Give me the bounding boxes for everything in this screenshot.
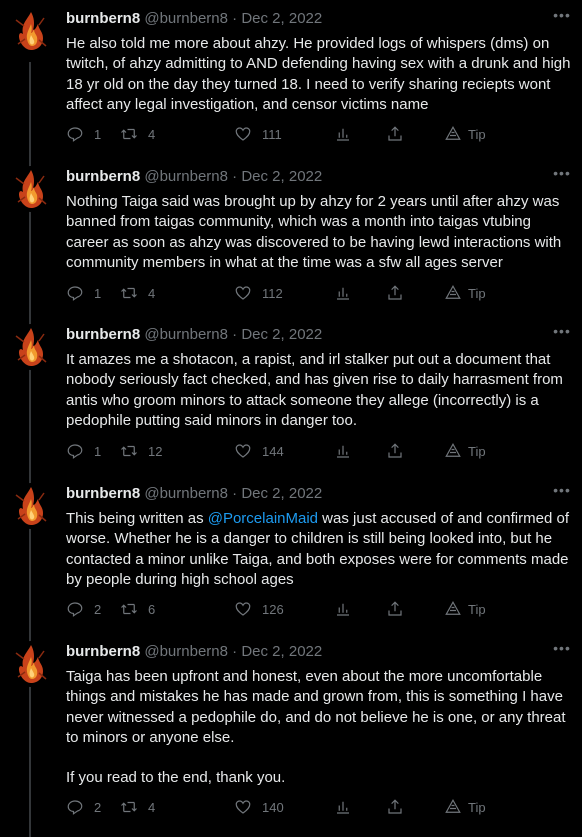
retweet-count: 6	[148, 601, 156, 617]
tip-icon	[444, 600, 462, 618]
author-name[interactable]: burnbern8	[66, 643, 141, 660]
more-icon[interactable]: •••	[553, 165, 571, 181]
text-span: It amazes me a shotacon, a rapist, and irl stalker put out a document that nobody seriously fact checked, and has given rise to daily harrasment from antis who groom minors to attack someone they allege (incorrectly) is a pedophile putting said minors in danger too.	[66, 351, 563, 429]
views-button[interactable]	[334, 599, 352, 619]
tip-label: Tip	[468, 601, 486, 617]
tweet-date[interactable]: Dec 2, 2022	[241, 168, 323, 185]
action-bar	[66, 599, 506, 619]
action-bar	[66, 441, 506, 461]
tweet-header	[66, 168, 322, 186]
reply-button[interactable]	[66, 283, 101, 303]
share-icon	[386, 284, 404, 302]
tip-button[interactable]	[444, 283, 486, 303]
tweet-paragraph	[66, 350, 576, 431]
retweet-count: 12	[148, 443, 163, 459]
views-button[interactable]	[334, 797, 352, 817]
author-handle[interactable]: @burnbern8	[144, 643, 228, 660]
views-icon	[334, 284, 352, 302]
more-icon[interactable]: •••	[553, 482, 571, 498]
separator-dot: ·	[232, 643, 238, 660]
reply-icon	[66, 442, 84, 460]
like-button[interactable]	[234, 283, 283, 303]
share-button[interactable]	[386, 283, 404, 303]
heart-icon	[234, 125, 252, 143]
tip-label: Tip	[468, 126, 486, 142]
text-span: Nothing Taiga said was brought up by ahzy for 2 years until after ahzy was banned from taigas community, which was a month into taigas vtubing career as soon as ahzy was discovered to be having lewd interactions with community members in what at the time was a sfw all ages server	[66, 193, 562, 271]
retweet-icon	[120, 798, 138, 816]
avatar[interactable]	[10, 166, 52, 212]
share-icon	[386, 798, 404, 816]
text-span: If you read to the end, thank you.	[66, 769, 286, 787]
avatar[interactable]	[10, 483, 52, 529]
text-span: He also told me more about ahzy. He provided logs of whispers (dms) on twitch, of ahzy admitting to AND defending having sex with a drunk and high 18 yr old on the day they turned 18. I need to verify sharing reciepts wont affect any legal investigation, and censor victims name	[66, 35, 571, 113]
views-button[interactable]	[334, 441, 352, 461]
text-span: was just accused of and confirmed of worse. Whether he is a danger to children is still being looked into, but he contacted a minor unlike Taiga, and both exposes were for comments made by people during high school ages	[66, 510, 569, 588]
reply-button[interactable]	[66, 599, 101, 619]
author-handle[interactable]: @burnbern8	[144, 168, 228, 185]
tweet-text	[66, 34, 576, 115]
tweet-text	[66, 192, 576, 273]
reply-count: 1	[94, 443, 102, 459]
like-count: 140	[262, 799, 284, 815]
reply-icon	[66, 125, 84, 143]
tip-icon	[444, 798, 462, 816]
views-button[interactable]	[334, 124, 352, 144]
like-button[interactable]	[234, 124, 282, 144]
like-count: 112	[262, 285, 283, 301]
views-icon	[334, 798, 352, 816]
tip-button[interactable]	[444, 124, 486, 144]
tweet-paragraph	[66, 192, 576, 273]
author-handle[interactable]: @burnbern8	[144, 485, 228, 502]
text-span: Taiga has been upfront and honest, even about the more uncomfortable things and mistakes he has made and grown from, this is something I have never witnessed a pedophile do, and do not believe he is one, or any threat to minors or anyone else.	[66, 668, 566, 746]
more-icon[interactable]: •••	[553, 323, 571, 339]
like-button[interactable]	[234, 441, 284, 461]
separator-dot: ·	[232, 485, 238, 502]
heart-icon	[234, 600, 252, 618]
tip-label: Tip	[468, 443, 486, 459]
tip-button[interactable]	[444, 599, 486, 619]
action-bar	[66, 283, 506, 303]
tweet-date[interactable]: Dec 2, 2022	[241, 10, 323, 27]
like-button[interactable]	[234, 797, 284, 817]
retweet-button[interactable]	[120, 797, 155, 817]
tweet-date[interactable]: Dec 2, 2022	[241, 485, 323, 502]
mention-link[interactable]: @PorcelainMaid	[207, 510, 319, 527]
author-name[interactable]: burnbern8	[66, 326, 141, 343]
share-icon	[386, 600, 404, 618]
avatar[interactable]	[10, 8, 52, 54]
like-count: 126	[262, 601, 284, 617]
reply-icon	[66, 600, 84, 618]
retweet-icon	[120, 600, 138, 618]
tweet-header	[66, 326, 322, 344]
author-handle[interactable]: @burnbern8	[144, 326, 228, 343]
share-icon	[386, 442, 404, 460]
retweet-count: 4	[148, 285, 156, 301]
reply-button[interactable]	[66, 797, 101, 817]
author-handle[interactable]: @burnbern8	[144, 10, 228, 27]
tweet-paragraph	[66, 768, 576, 788]
tweet[interactable]	[0, 0, 582, 158]
tweet[interactable]	[0, 316, 582, 474]
tweet[interactable]	[0, 633, 582, 837]
tip-label: Tip	[468, 285, 486, 301]
retweet-button[interactable]	[120, 124, 155, 144]
heart-icon	[234, 798, 252, 816]
views-icon	[334, 125, 352, 143]
share-button[interactable]	[386, 441, 404, 461]
separator-dot: ·	[232, 10, 238, 27]
views-icon	[334, 600, 352, 618]
retweet-button[interactable]	[120, 441, 162, 461]
tweet[interactable]	[0, 475, 582, 633]
more-icon[interactable]: •••	[553, 640, 571, 656]
tweet-header	[66, 485, 322, 503]
reply-button[interactable]	[66, 124, 101, 144]
action-bar	[66, 797, 506, 817]
author-name[interactable]: burnbern8	[66, 485, 141, 502]
reply-count: 2	[94, 799, 102, 815]
reply-count: 1	[94, 285, 102, 301]
more-icon[interactable]: •••	[553, 7, 571, 23]
tweet-header	[66, 10, 322, 28]
tip-icon	[444, 125, 462, 143]
tweet-text	[66, 667, 576, 788]
share-button[interactable]	[386, 599, 404, 619]
views-button[interactable]	[334, 283, 352, 303]
retweet-icon	[120, 125, 138, 143]
tip-icon	[444, 442, 462, 460]
retweet-icon	[120, 442, 138, 460]
tip-button[interactable]	[444, 797, 486, 817]
reply-button[interactable]	[66, 441, 101, 461]
text-span: This being written as	[66, 510, 208, 527]
tweet[interactable]	[0, 158, 582, 316]
tweet-date[interactable]: Dec 2, 2022	[241, 643, 323, 660]
retweet-icon	[120, 284, 138, 302]
tweet-text	[66, 350, 576, 431]
share-button[interactable]	[386, 797, 404, 817]
reply-icon	[66, 284, 84, 302]
retweet-count: 4	[148, 799, 156, 815]
tweet-paragraph	[66, 34, 576, 115]
tip-button[interactable]	[444, 441, 486, 461]
views-icon	[334, 442, 352, 460]
tweet-paragraph	[66, 667, 576, 748]
retweet-count: 4	[148, 126, 156, 142]
reply-count: 2	[94, 601, 102, 617]
author-name[interactable]: burnbern8	[66, 10, 141, 27]
tip-icon	[444, 284, 462, 302]
share-button[interactable]	[386, 124, 404, 144]
heart-icon	[234, 442, 252, 460]
tip-label: Tip	[468, 799, 486, 815]
separator-dot: ·	[232, 326, 238, 343]
like-count: 111	[262, 126, 282, 142]
action-bar	[66, 124, 506, 144]
like-button[interactable]	[234, 599, 284, 619]
reply-icon	[66, 798, 84, 816]
like-count: 144	[262, 443, 284, 459]
tweet-date[interactable]: Dec 2, 2022	[241, 326, 323, 343]
author-name[interactable]: burnbern8	[66, 168, 141, 185]
separator-dot: ·	[232, 168, 238, 185]
retweet-button[interactable]	[120, 283, 155, 303]
retweet-button[interactable]	[120, 599, 155, 619]
avatar[interactable]	[10, 324, 52, 370]
reply-count: 1	[94, 126, 102, 142]
tweet-paragraph	[66, 509, 576, 590]
tweet-header	[66, 643, 322, 661]
tweet-text	[66, 509, 576, 590]
heart-icon	[234, 284, 252, 302]
share-icon	[386, 125, 404, 143]
avatar[interactable]	[10, 641, 52, 687]
